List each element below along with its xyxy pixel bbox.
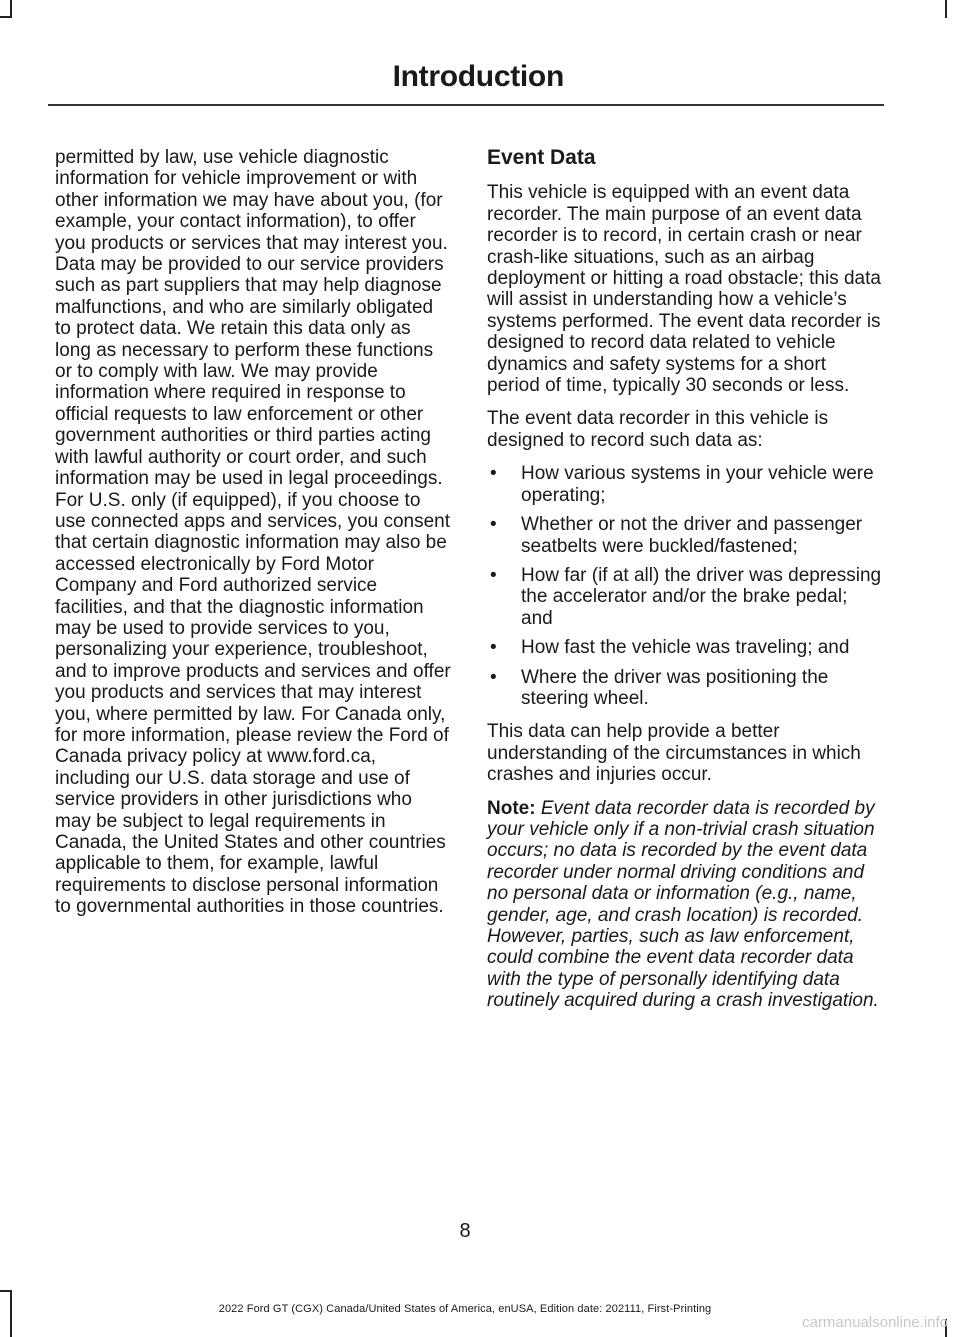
list-item xyxy=(487,463,883,506)
note-text: Event data recorder data is recorded by your vehicle only if a non-trivial crash situation occurs; no data is recorded by the event data recorder under normal driving conditions and no personal data or information (e.g., name, gender, age, and crash location) is recorded. However, parties, such as law enforcement, could combine the event data recorder data with the type of personally identifying data routinely acquired during a crash investigation. xyxy=(487,797,879,1012)
right-column xyxy=(487,147,883,1024)
bullet-icon: • xyxy=(490,463,497,485)
event-data-paragraph-2: The event data recorder in this vehicle is designed to record such data as: xyxy=(487,408,829,451)
note-paragraph xyxy=(487,798,883,1012)
list-item xyxy=(487,514,883,557)
list-item-text: How fast the vehicle was traveling; and xyxy=(521,637,850,659)
crop-mark-top-right xyxy=(945,0,947,18)
recorded-data-list xyxy=(487,463,883,709)
list-item-text: How far (if at all) the driver was depressing the accelerator and/or the brake pedal; and xyxy=(521,564,882,629)
note-label: Note: xyxy=(487,797,536,819)
bullet-icon: • xyxy=(490,666,497,688)
list-item-text: Whether or not the driver and passenger seatbelts were buckled/fastened; xyxy=(521,514,863,557)
list-item-text: How various systems in your vehicle were operating; xyxy=(521,463,874,506)
page-number: 8 xyxy=(459,1220,471,1242)
footer-edition-info: 2022 Ford GT (CGX) Canada/United States of America, enUSA, Edition date: 202111, First-Printing xyxy=(218,1303,712,1315)
page-title xyxy=(48,60,884,94)
left-column xyxy=(55,147,451,930)
header-divider xyxy=(48,104,884,106)
bullet-icon: • xyxy=(490,637,497,659)
event-data-paragraph-3: This data can help provide a better understanding of the circumstances in which crashes and injuries occur. xyxy=(487,721,861,786)
bullet-icon: • xyxy=(490,564,497,586)
section-heading: Event Data xyxy=(487,146,596,169)
list-item xyxy=(487,667,883,710)
event-data-paragraph-1: This vehicle is equipped with an event data recorder. The main purpose of an event data recorder is to record, in certain crash or near crash-like situations, such as an airbag deployment or hitting a road obstacle; this data will assist in understanding how a vehicle’s systems performed. The event data recorder is designed to record data related to vehicle dynamics and safety systems for a short period of time, typically 30 seconds or less. xyxy=(487,182,881,397)
list-item-text: Where the driver was positioning the steering wheel. xyxy=(521,666,829,709)
list-item xyxy=(487,565,883,629)
page-title-text: Introduction xyxy=(392,60,564,93)
bullet-icon: • xyxy=(490,514,497,536)
privacy-paragraph: permitted by law, use vehicle diagnostic information for vehicle improvement or with other information we may have about you, (for example, your contact information), to offer you products or services that may interest you. Data may be provided to our service providers such as part suppliers that may help diagnose malfunctions, and who are similarly obligated to protect data. We retain this data only as long as necessary to perform these functions or to comply with law. We may provide information where required in response to official requests to law enforcement or other government authorities or third parties acting with lawful authority or court order, and such information may be used in legal proceedings. For U.S. only (if equipped), if you choose to use connected apps and services, you consent that certain diagnostic information may also be accessed electronically by Ford Motor Company and Ford authorized service facilities, and that the diagnostic information may be used to provide services to you, personalizing your experience, troubleshoot, and to improve products and services and offer you products and services that may interest you, where permitted by law. For Canada only, for more information, please review the Ford of Canada privacy policy at www.ford.ca, including our U.S. data storage and use of service providers in other jurisdictions who may be subject to legal requirements in Canada, the United States and other countries applicable to them, for example, lawful requirements to disclose personal information to governmental authorities in those countries. xyxy=(55,147,451,918)
crop-mark-top-left-h xyxy=(0,16,12,18)
list-item xyxy=(487,637,883,658)
watermark-text: carmanualsonline.info xyxy=(802,1314,948,1331)
crop-mark-bottom-left-h xyxy=(0,1290,12,1292)
